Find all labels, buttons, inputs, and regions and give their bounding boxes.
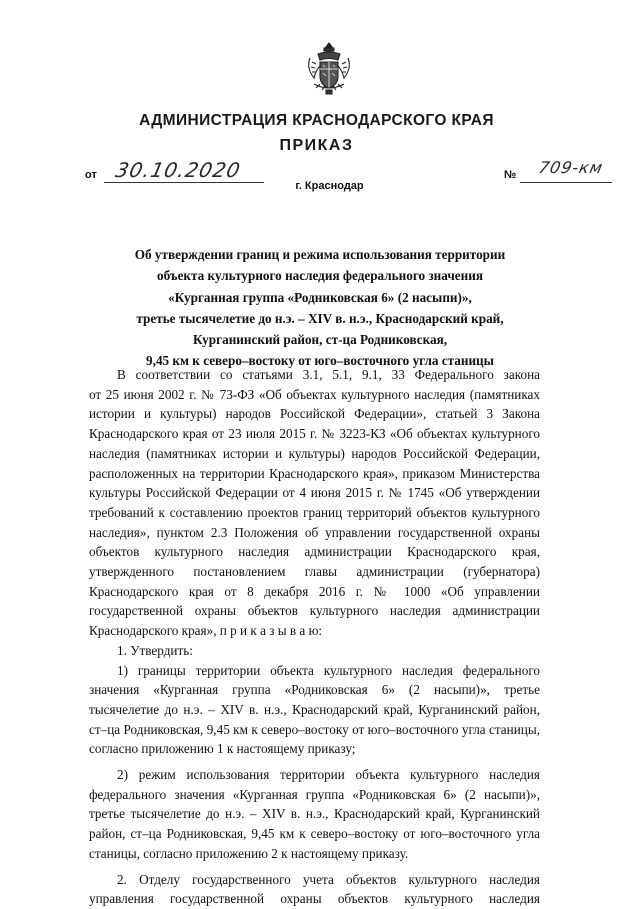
body-line: тысячелетие до н.э. – XIV в. н.э., Краснодарский край, Курганинский район, [89,701,540,717]
title-line: Курганинский район, ст-ца Родниковская, [192,332,448,348]
coat-of-arms-icon [304,40,354,96]
body-line: станицы, согласно приложению 2 к настоящему приказу. [89,845,409,861]
paragraph-preamble [89,365,540,641]
title-line: Об утверждении границ и режима использования территории [134,247,506,262]
body-line: культуры Российской Федерации от 4 июня 2015 г. № 1745 «Об утверждении [89,485,540,501]
paragraph-item-2 [89,870,540,909]
body-line: согласно приложению 1 к настоящему приказу; [89,741,356,757]
body-line: третье тысячелетие до н.э. – XIV в. н.э., Краснодарский край, Курганинский [89,806,540,822]
body-line: Краснодарского края», п р и к а з ы в а ю: [89,623,323,639]
agency-name: АДМИНИСТРАЦИЯ КРАСНОДАРСКОГО КРАЯ [139,112,494,129]
body-line: 2. Отделу государственного учета объектов культурного наследия [117,871,540,887]
body-line: управления государственной охраны объектов культурного наследия [89,891,540,907]
document-type: ПРИКАЗ [279,137,354,154]
title-line: «Курганная группа «Родниковская 6» (2 насыпи)», [168,289,472,305]
body-line: ст–ца Родниковская, 9,45 км к северо–востоку от юго–восточного угла станицы, [89,721,540,737]
body-line: истории и культуры) народов Российской Федерации», статьей 3 Закона [89,406,540,422]
body-line: государственной охраны объектов культурного наследия администрации [89,603,540,619]
number-handwritten: 709-км [536,158,606,177]
body-line: Краснодарского края от 8 декабря 2016 г. № 1000 «Об управлении [89,583,540,599]
body-line: Краснодарского края от 23 июля 2015 г. № 3223-КЗ «Об объектах культурного [89,426,540,442]
body-line: район, ст–ца Родниковская, 9,45 км к северо–востоку от юго–восточного угла [89,826,540,842]
body-line: 2) режим использования территории объекта культурного наследия [117,767,540,783]
body-line: В соответствии со статьями 3.1, 5.1, 9.1, 33 Федерального закона [117,367,540,382]
paragraph-subitem-2 [89,765,540,864]
document-body [89,365,540,909]
date-label: от [85,169,97,181]
title-line: третье тысячелетие до н.э. – XIV в. н.э., Краснодарский край, [136,310,504,326]
body-line: расположенных на территории Краснодарского края», приказом Министерства [89,465,540,481]
body-line: значения «Курганная группа «Родниковская 6» (2 насыпи)», третье [89,682,540,698]
body-line: 1) границы территории объекта культурного наследия федерального [117,662,540,678]
city-name: г. Краснодар [295,180,364,192]
document-title [110,244,530,372]
date-handwritten: 30.10.2020 [113,158,244,182]
title-line: 9,45 км к северо–востоку от юго–восточного угла станицы [146,353,494,369]
number-label: № [504,169,517,181]
body-line: от 25 июня 2002 г. № 73-ФЗ «Об объектах культурного наследия (памятниках [89,386,540,402]
body-line: объектов культурного наследия администрации Краснодарского края, [89,544,540,560]
body-line: утвержденного постановлением главы администрации (губернатора) [89,564,540,580]
body-line: 1. Утвердить: [117,642,193,658]
title-line: объекта культурного наследия федерального значения [157,268,483,284]
body-line: федерального значения «Курганная группа «Родниковская 6» (2 насыпи)», [89,786,540,802]
body-line: наследия», пунктом 2.3 Положения об управлении государственной охраны [89,524,540,540]
body-line: требований к составлению проектов границ территорий объектов культурного [89,504,540,520]
paragraph-subitem-1 [89,661,540,760]
paragraph-item-1 [89,641,540,661]
body-line: наследия (памятниках истории и культуры) народов Российской Федерации, [89,445,540,461]
